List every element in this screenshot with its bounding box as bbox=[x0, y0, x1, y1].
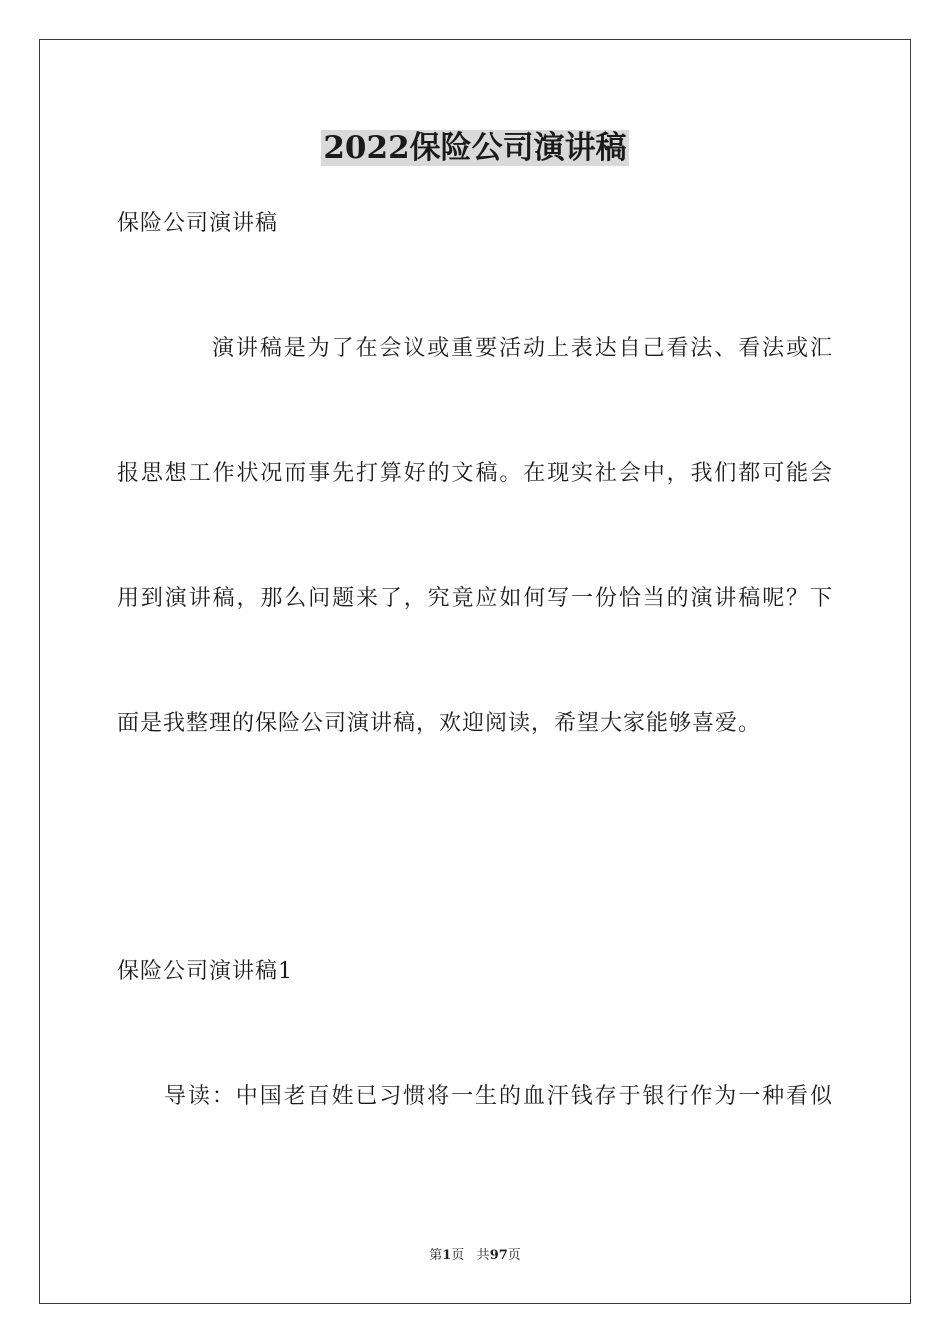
footer-total-prefix: 共 bbox=[476, 1248, 490, 1263]
footer-total-suffix: 页 bbox=[507, 1248, 521, 1263]
section-paragraph-line-1: 导读：中国老百姓已习惯将一生的血汗钱存于银行作为一种看似 bbox=[164, 1084, 833, 1109]
document-title bbox=[0, 126, 950, 170]
intro-paragraph-line-4: 面是我整理的保险公司演讲稿，欢迎阅读，希望大家能够喜爱。 bbox=[117, 711, 762, 736]
footer-total-pages: 97 bbox=[489, 1248, 508, 1263]
intro-paragraph-line-1: 演讲稿是为了在会议或重要活动上表达自己看法、看法或汇 bbox=[212, 336, 833, 361]
intro-paragraph-line-3: 用到演讲稿，那么问题来了，究竟应如何写一份恰当的演讲稿呢？下 bbox=[117, 586, 833, 611]
document-title-text: 2022保险公司演讲稿 bbox=[323, 130, 627, 166]
footer-page-prefix: 第 bbox=[429, 1248, 443, 1263]
section-heading: 保险公司演讲稿1 bbox=[117, 959, 293, 984]
document-subtitle: 保险公司演讲稿 bbox=[117, 211, 279, 236]
footer-page-suffix: 页 bbox=[451, 1248, 465, 1263]
footer-page-number: 1 bbox=[442, 1248, 452, 1263]
page-footer bbox=[0, 1247, 950, 1265]
intro-paragraph-line-2: 报思想工作状况而事先打算好的文稿。在现实社会中，我们都可能会 bbox=[117, 461, 833, 486]
